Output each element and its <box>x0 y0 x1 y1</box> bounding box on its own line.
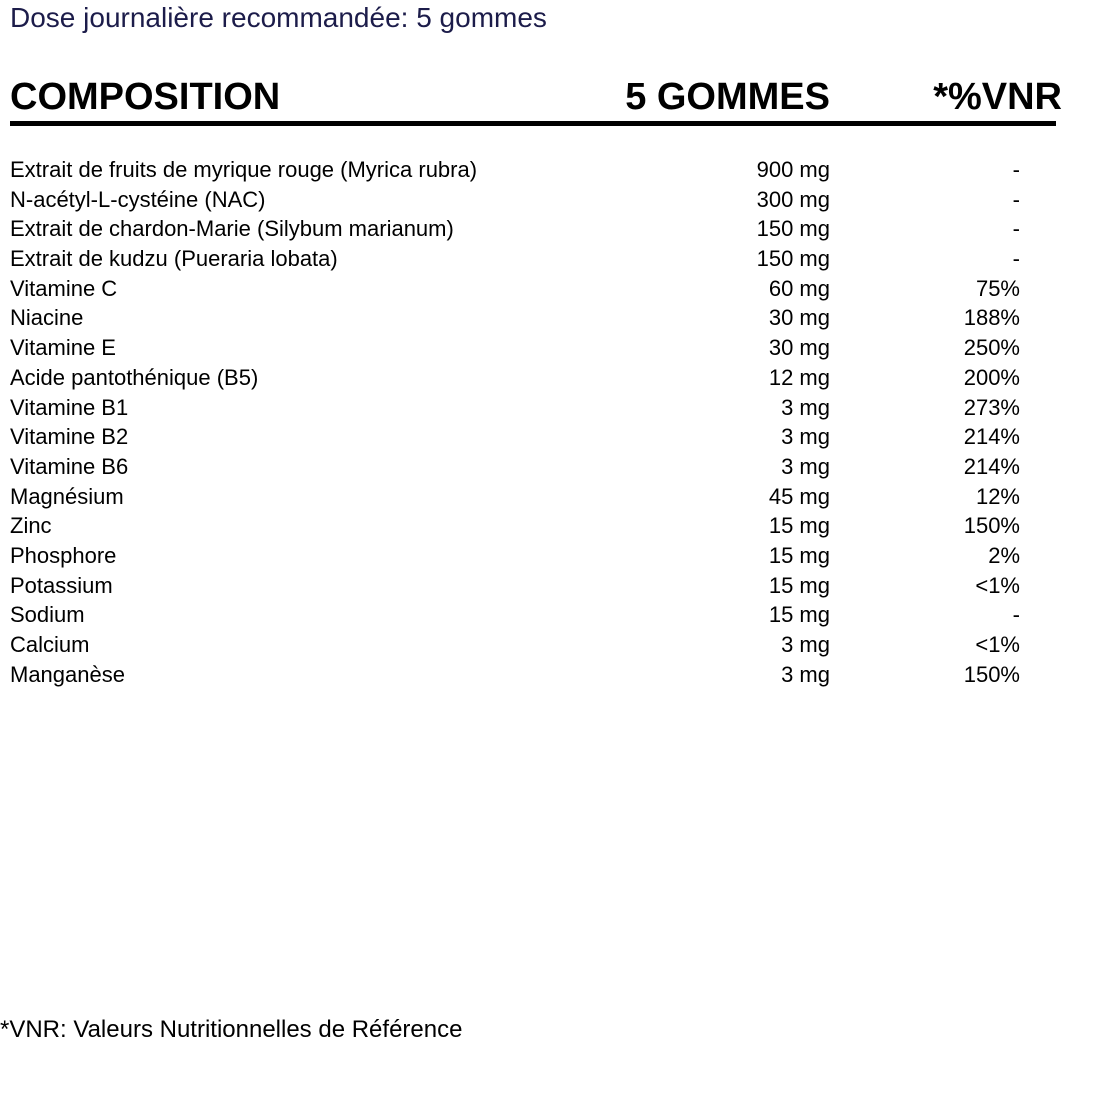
ingredient-vnr: - <box>1012 602 1020 628</box>
ingredient-name: Extrait de fruits de myrique rouge (Myrica rubra) <box>10 157 478 182</box>
ingredient-name: Vitamine C <box>10 275 118 301</box>
composition-table <box>0 155 1100 689</box>
ingredient-name: Magnésium <box>10 483 124 509</box>
table-row <box>0 185 1100 215</box>
ingredient-vnr: 250% <box>963 335 1020 361</box>
table-row <box>0 482 1100 512</box>
ingredient-name: Calcium <box>10 632 90 657</box>
ingredient-quantity: 15 mg <box>768 602 830 628</box>
ingredient-quantity: 900 mg <box>756 157 830 182</box>
ingredient-quantity: 3 mg <box>781 661 830 687</box>
ingredient-quantity: 45 mg <box>768 483 830 509</box>
table-row <box>0 274 1100 304</box>
vnr-footnote: *VNR: Valeurs Nutritionnelles de Référence <box>0 1016 463 1043</box>
table-row <box>0 541 1100 571</box>
table-row <box>0 422 1100 452</box>
table-row <box>0 600 1100 630</box>
header-composition: COMPOSITION <box>10 76 281 118</box>
ingredient-name: N-acétyl-L-cystéine (NAC) <box>10 186 266 212</box>
ingredient-name: Sodium <box>10 602 85 628</box>
ingredient-vnr: 150% <box>963 661 1020 687</box>
table-row <box>0 333 1100 363</box>
ingredient-vnr: - <box>1012 157 1020 182</box>
table-row <box>0 244 1100 274</box>
daily-dose-text: Dose journalière recommandée: 5 gommes <box>10 2 547 33</box>
ingredient-vnr: 273% <box>963 394 1020 420</box>
table-row <box>0 452 1100 482</box>
ingredient-name: Extrait de chardon-Marie (Silybum marianum) <box>10 216 454 242</box>
ingredient-quantity: 12 mg <box>768 364 830 390</box>
ingredient-vnr: 150% <box>963 513 1020 539</box>
ingredient-name: Vitamine E <box>10 335 116 361</box>
ingredient-name: Phosphore <box>10 542 117 568</box>
table-row <box>0 155 1100 185</box>
table-row <box>0 303 1100 333</box>
ingredient-quantity: 3 mg <box>781 424 830 450</box>
table-row <box>0 660 1100 690</box>
ingredient-name: Vitamine B6 <box>10 453 129 479</box>
ingredient-vnr: <1% <box>975 572 1020 598</box>
table-row <box>0 571 1100 601</box>
ingredient-vnr: <1% <box>975 632 1020 657</box>
ingredient-quantity: 30 mg <box>768 335 830 361</box>
ingredient-name: Zinc <box>10 513 52 539</box>
ingredient-quantity: 3 mg <box>781 453 830 479</box>
ingredient-quantity: 15 mg <box>768 513 830 539</box>
table-row <box>0 511 1100 541</box>
header-quantity: 5 GOMMES <box>625 76 830 118</box>
header-vnr: *%VNR <box>933 76 1062 118</box>
ingredient-quantity: 30 mg <box>768 305 830 331</box>
ingredient-vnr: 214% <box>963 453 1020 479</box>
ingredient-quantity: 3 mg <box>781 394 830 420</box>
ingredient-vnr: 12% <box>975 483 1020 509</box>
ingredient-vnr: - <box>1012 216 1020 242</box>
ingredient-name: Vitamine B2 <box>10 424 129 450</box>
header-divider <box>10 121 1056 126</box>
ingredient-quantity: 300 mg <box>756 186 830 212</box>
ingredient-name: Acide pantothénique (B5) <box>10 364 259 390</box>
ingredient-quantity: 15 mg <box>768 542 830 568</box>
ingredient-vnr: 188% <box>963 305 1020 331</box>
table-row <box>0 214 1100 244</box>
ingredient-name: Manganèse <box>10 661 125 687</box>
ingredient-name: Extrait de kudzu (Pueraria lobata) <box>10 246 338 272</box>
table-row <box>0 363 1100 393</box>
ingredient-name: Niacine <box>10 305 84 331</box>
table-row <box>0 630 1100 660</box>
ingredient-quantity: 150 mg <box>756 216 830 242</box>
ingredient-quantity: 3 mg <box>781 632 830 657</box>
table-row <box>0 393 1100 423</box>
ingredient-vnr: 214% <box>963 424 1020 450</box>
table-header <box>0 74 1100 120</box>
ingredient-vnr: - <box>1012 186 1020 212</box>
ingredient-vnr: 75% <box>975 275 1020 301</box>
ingredient-vnr: 2% <box>988 542 1020 568</box>
ingredient-vnr: - <box>1012 246 1020 272</box>
ingredient-quantity: 15 mg <box>768 572 830 598</box>
ingredient-name: Vitamine B1 <box>10 394 129 420</box>
ingredient-vnr: 200% <box>963 364 1020 390</box>
ingredient-name: Potassium <box>10 572 113 598</box>
ingredient-quantity: 150 mg <box>756 246 830 272</box>
ingredient-quantity: 60 mg <box>768 275 830 301</box>
